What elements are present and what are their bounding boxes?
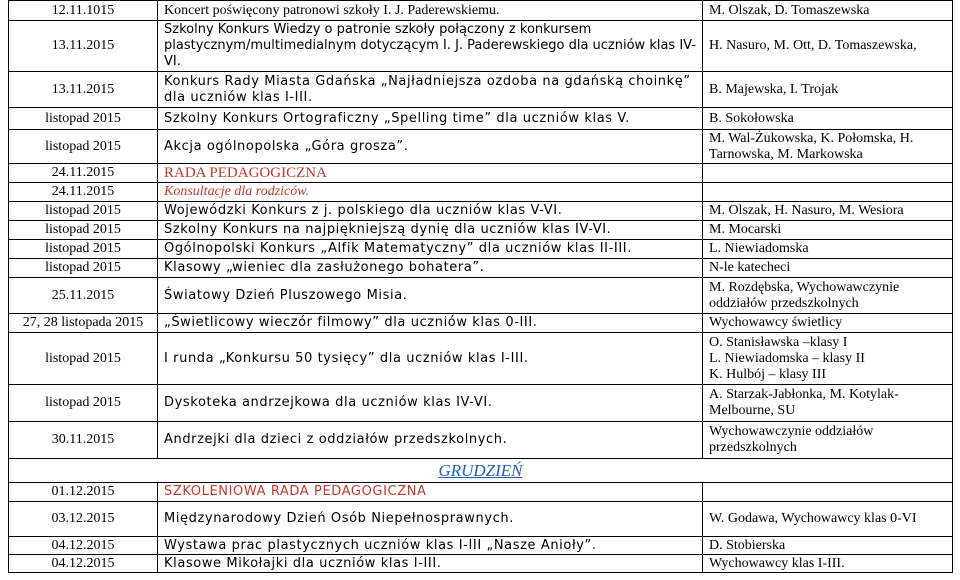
table-row bbox=[9, 537, 953, 555]
date-cell: 24.11.2015 bbox=[9, 164, 158, 183]
date-cell: listopad 2015 bbox=[9, 108, 158, 130]
date-cell: listopad 2015 bbox=[9, 240, 158, 259]
responsible-cell bbox=[703, 483, 953, 502]
table-row bbox=[9, 221, 953, 240]
date-cell: listopad 2015 bbox=[9, 130, 158, 164]
date-cell: 01.12.2015 bbox=[9, 483, 158, 502]
schedule-table bbox=[8, 0, 953, 573]
date-cell: 13.11.2015 bbox=[9, 72, 158, 108]
responsible-cell: N-le katecheci bbox=[703, 259, 953, 278]
month-header-row bbox=[9, 459, 953, 483]
responsible-cell: M. Rozdębska, Wychowawczynie oddziałów przedszkolnych bbox=[703, 278, 953, 314]
responsible-cell bbox=[703, 333, 953, 385]
date-cell: 25.11.2015 bbox=[9, 278, 158, 314]
date-cell: 24.11.2015 bbox=[9, 183, 158, 202]
date-cell: 04.12.2015 bbox=[9, 537, 158, 555]
responsible-cell: M. Wal-Żukowska, K. Połomska, H. Tarnowska, M. Markowska bbox=[703, 130, 953, 164]
responsible-cell: Wychowawczynie oddziałów przedszkolnych bbox=[703, 422, 953, 459]
responsible-cell: M. Olszak, H. Nasuro, M. Wesiora bbox=[703, 202, 953, 221]
responsible-cell: W. Godawa, Wychowawcy klas 0-VI bbox=[703, 502, 953, 537]
responsible-cell: Wychowawcy klas I-III. bbox=[703, 555, 953, 573]
table-row bbox=[9, 130, 953, 164]
table-row bbox=[9, 314, 953, 333]
event-cell: RADA PEDAGOGICZNA bbox=[158, 164, 703, 183]
responsible-cell: A. Starzak-Jabłonka, M. Kotylak-Melbourne, SU bbox=[703, 385, 953, 422]
table-row bbox=[9, 183, 953, 202]
event-cell: Konkurs Rady Miasta Gdańska „Najładniejsza ozdoba na gdańską choinkę” dla uczniów klas I-III. bbox=[158, 72, 703, 108]
date-cell: 04.12.2015 bbox=[9, 555, 158, 573]
event-cell: Konsultacje dla rodziców. bbox=[158, 183, 703, 202]
responsible-line: K. Hulbój – klasy III bbox=[709, 366, 827, 382]
table-row bbox=[9, 72, 953, 108]
event-cell: Wojewódzki Konkurs z j. polskiego dla uczniów klas V-VI. bbox=[158, 202, 703, 221]
table-row bbox=[9, 422, 953, 459]
table-row bbox=[9, 240, 953, 259]
responsible-line: O. Stanisławska –klasy I bbox=[709, 334, 848, 350]
table-row bbox=[9, 483, 953, 502]
event-cell: „Świetlicowy wieczór filmowy” dla uczniów klas 0-III. bbox=[158, 314, 703, 333]
responsible-cell: B. Majewska, I. Trojak bbox=[703, 72, 953, 108]
month-heading: GRUDZIEŃ bbox=[9, 459, 953, 483]
event-cell: Dyskoteka andrzejkowa dla uczniów klas IV-VI. bbox=[158, 385, 703, 422]
responsible-cell: D. Stobierska bbox=[703, 537, 953, 555]
responsible-cell: L. Niewiadomska bbox=[703, 240, 953, 259]
table-row bbox=[9, 202, 953, 221]
event-cell: Ogólnopolski Konkurs „Alfik Matematyczny” dla uczniów klas II-III. bbox=[158, 240, 703, 259]
date-cell: 27, 28 listopada 2015 bbox=[9, 314, 158, 333]
responsible-line: L. Niewiadomska – klasy II bbox=[709, 350, 865, 366]
table-row bbox=[9, 502, 953, 537]
table-row bbox=[9, 108, 953, 130]
date-cell: 12.11.1015 bbox=[9, 1, 158, 21]
responsible-cell bbox=[703, 164, 953, 183]
event-cell: Wystawa prac plastycznych uczniów klas I-III „Nasze Anioły”. bbox=[158, 537, 703, 555]
table-row bbox=[9, 21, 953, 72]
date-cell: listopad 2015 bbox=[9, 385, 158, 422]
table-row bbox=[9, 555, 953, 573]
date-cell: listopad 2015 bbox=[9, 259, 158, 278]
responsible-cell: H. Nasuro, M. Ott, D. Tomaszewska, bbox=[703, 21, 953, 72]
responsible-cell: Wychowawcy świetlicy bbox=[703, 314, 953, 333]
event-cell: Akcja ogólnopolska „Góra grosza”. bbox=[158, 130, 703, 164]
table-row bbox=[9, 259, 953, 278]
responsible-cell bbox=[703, 183, 953, 202]
table-row bbox=[9, 385, 953, 422]
table-row bbox=[9, 333, 953, 385]
date-cell: 03.12.2015 bbox=[9, 502, 158, 537]
date-cell: 30.11.2015 bbox=[9, 422, 158, 459]
date-cell: 13.11.2015 bbox=[9, 21, 158, 72]
responsible-cell: B. Sokołowska bbox=[703, 108, 953, 130]
event-cell: Koncert poświęcony patronowi szkoły I. J. Paderewskiemu. bbox=[158, 1, 703, 21]
event-cell: Klasowy „wieniec dla zasłużonego bohatera”. bbox=[158, 259, 703, 278]
date-cell: listopad 2015 bbox=[9, 202, 158, 221]
date-cell: listopad 2015 bbox=[9, 333, 158, 385]
table-row bbox=[9, 1, 953, 21]
event-cell: Światowy Dzień Pluszowego Misia. bbox=[158, 278, 703, 314]
table-row bbox=[9, 278, 953, 314]
event-cell: Andrzejki dla dzieci z oddziałów przedszkolnych. bbox=[158, 422, 703, 459]
event-cell: Szkolny Konkurs Ortograficzny „Spelling time” dla uczniów klas V. bbox=[158, 108, 703, 130]
table-row bbox=[9, 164, 953, 183]
event-cell: I runda „Konkursu 50 tysięcy” dla uczniów klas I-III. bbox=[158, 333, 703, 385]
event-cell: Szkolny Konkurs Wiedzy o patronie szkoły połączony z konkursem plastycznym/multimedialnym dotyczącym I. J. Paderewskiego dla uczniów klas IV-VI. bbox=[158, 21, 703, 72]
event-cell: Międzynarodowy Dzień Osób Niepełnosprawnych. bbox=[158, 502, 703, 537]
responsible-cell: M. Mocarski bbox=[703, 221, 953, 240]
responsible-cell: M. Olszak, D. Tomaszewska bbox=[703, 1, 953, 21]
event-cell: Klasowe Mikołajki dla uczniów klas I-III. bbox=[158, 555, 703, 573]
event-cell: SZKOLENIOWA RADA PEDAGOGICZNA bbox=[158, 483, 703, 502]
event-cell: Szkolny Konkurs na najpiękniejszą dynię dla uczniów klas IV-VI. bbox=[158, 221, 703, 240]
date-cell: listopad 2015 bbox=[9, 221, 158, 240]
